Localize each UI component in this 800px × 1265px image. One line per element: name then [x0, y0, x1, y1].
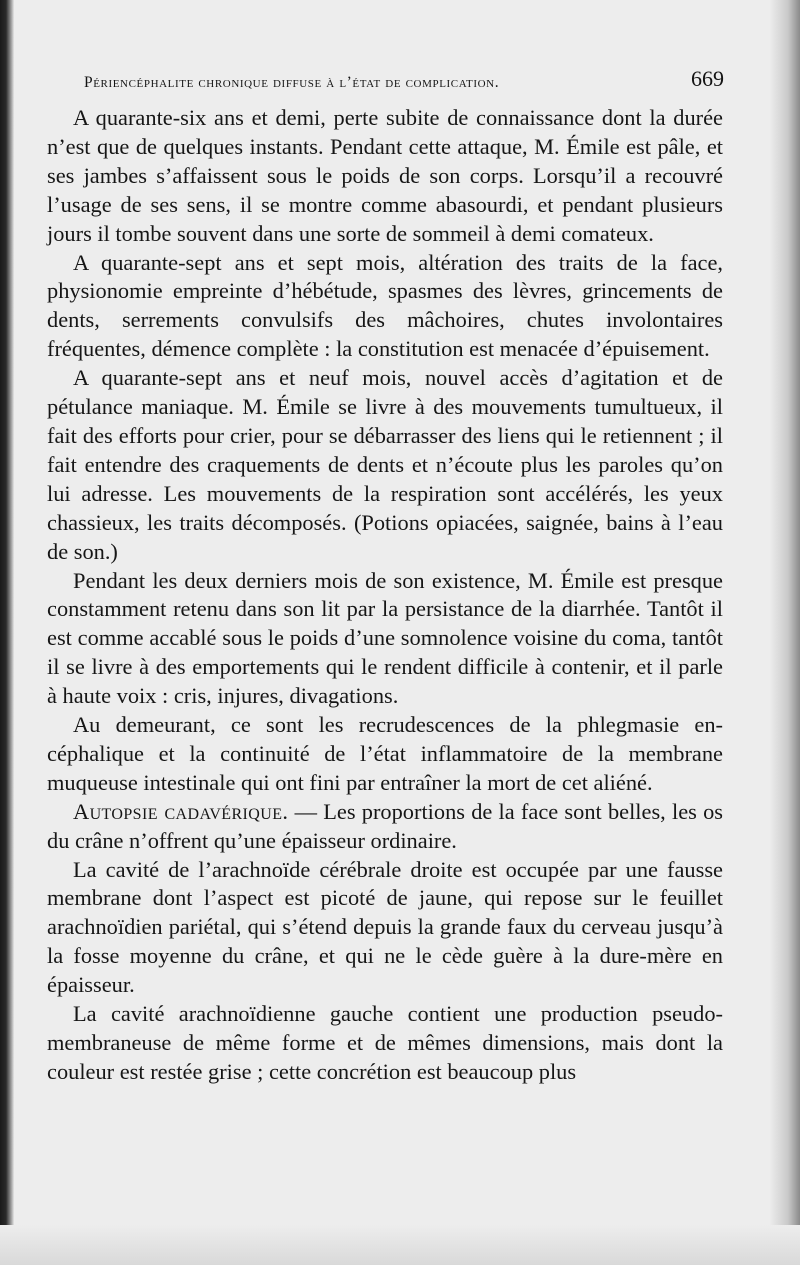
paragraph: A quarante-sept ans et neuf mois, nouvel accès d’agitation et de pétulance maniaque. M. Émile se livre à des mouvements tumultueux, il fait des efforts pour crier, pour se débarrasser des liens qui le retiennent ; il fait entendre des craquements de dents et n’écoute plus les paroles qu’on lui adresse. Les mouvements de la respiration sont accélérés, les yeux chassieux, les traits décomposés. (Potions opiacées, saignée, bains à l’eau de son.) — [47, 365, 723, 564]
paragraph: A quarante-sept ans et sept mois, altération des traits de la face, physionomie empreinte d’hébétude, spasmes des lèvres, grincements de dents, serrements convulsifs des mâchoires, chutes involontaires fréquentes, démence complète : la constitution est menacée d’épuisement. — [47, 249, 723, 362]
running-head: Périencéphalite chronique diffuse à l’état de complication. — [84, 74, 500, 91]
scan-right-edge-shadow — [770, 0, 800, 1265]
autopsy-heading: Autopsie cadavérique. — [73, 798, 289, 824]
paragraph: La cavité de l’arachnoïde cérébrale droite est occupée par une fausse membrane dont l’aspect est picoté de jaune, qui repose sur le feuillet arachnoïdien pariétal, qui s’étend depuis la grande faux du cerveau jusqu’à la fosse moyenne du crâne, et qui ne le cède guère à la dure-mère en épaisseur. — [47, 856, 723, 998]
paragraph: Au demeurant, ce sont les recrudescences de la phlegmasie encéphalique et la continuité de l’état inflammatoire de la membrane muqueuse intestinale qui ont fini par entraîner la mort de cet aliéné. — [47, 712, 723, 795]
paragraph: A quarante-six ans et demi, perte subite de connaissance dont la durée n’est que de quelques instants. Pendant cette attaque, M. Émile est pâle, et ses jambes s’affaissent sous le poids de son corps. Lorsqu’il a recouvré l’usage de ses sens, il se montre comme abasourdi, et pendant plusieurs jours il tombe souvent dans une sorte de sommeil à demi comateux. — [47, 105, 723, 246]
page-header — [84, 66, 724, 96]
scan-left-edge-shadow — [0, 0, 14, 1265]
page-number: 669 — [691, 66, 724, 91]
scan-bottom-shade — [0, 1225, 800, 1265]
paragraph: La cavité arachnoïdienne gauche contient une production pseudomembraneuse de même forme et de mêmes dimensions, mais dont la couleur est restée grise ; cette concrétion est beaucoup plus — [47, 1001, 723, 1084]
paragraph: Pendant les deux derniers mois de son existence, M. Émile est presque constamment retenu dans son lit par la persistance de la diarrhée. Tantôt il est comme accablé sous le poids d’une somnolence voisine du coma, tantôt il se livre à des emportements qui le rendent difficile à contenir, et il parle à haute voix : cris, injures, divagations. — [47, 567, 723, 709]
autopsy-paragraph — [47, 798, 723, 856]
autopsy-text: — Les proportions de la face sont belles, les os du crâne n’offrent qu’une épaisseur ordinaire. — [47, 798, 723, 853]
body-text — [47, 104, 723, 1087]
